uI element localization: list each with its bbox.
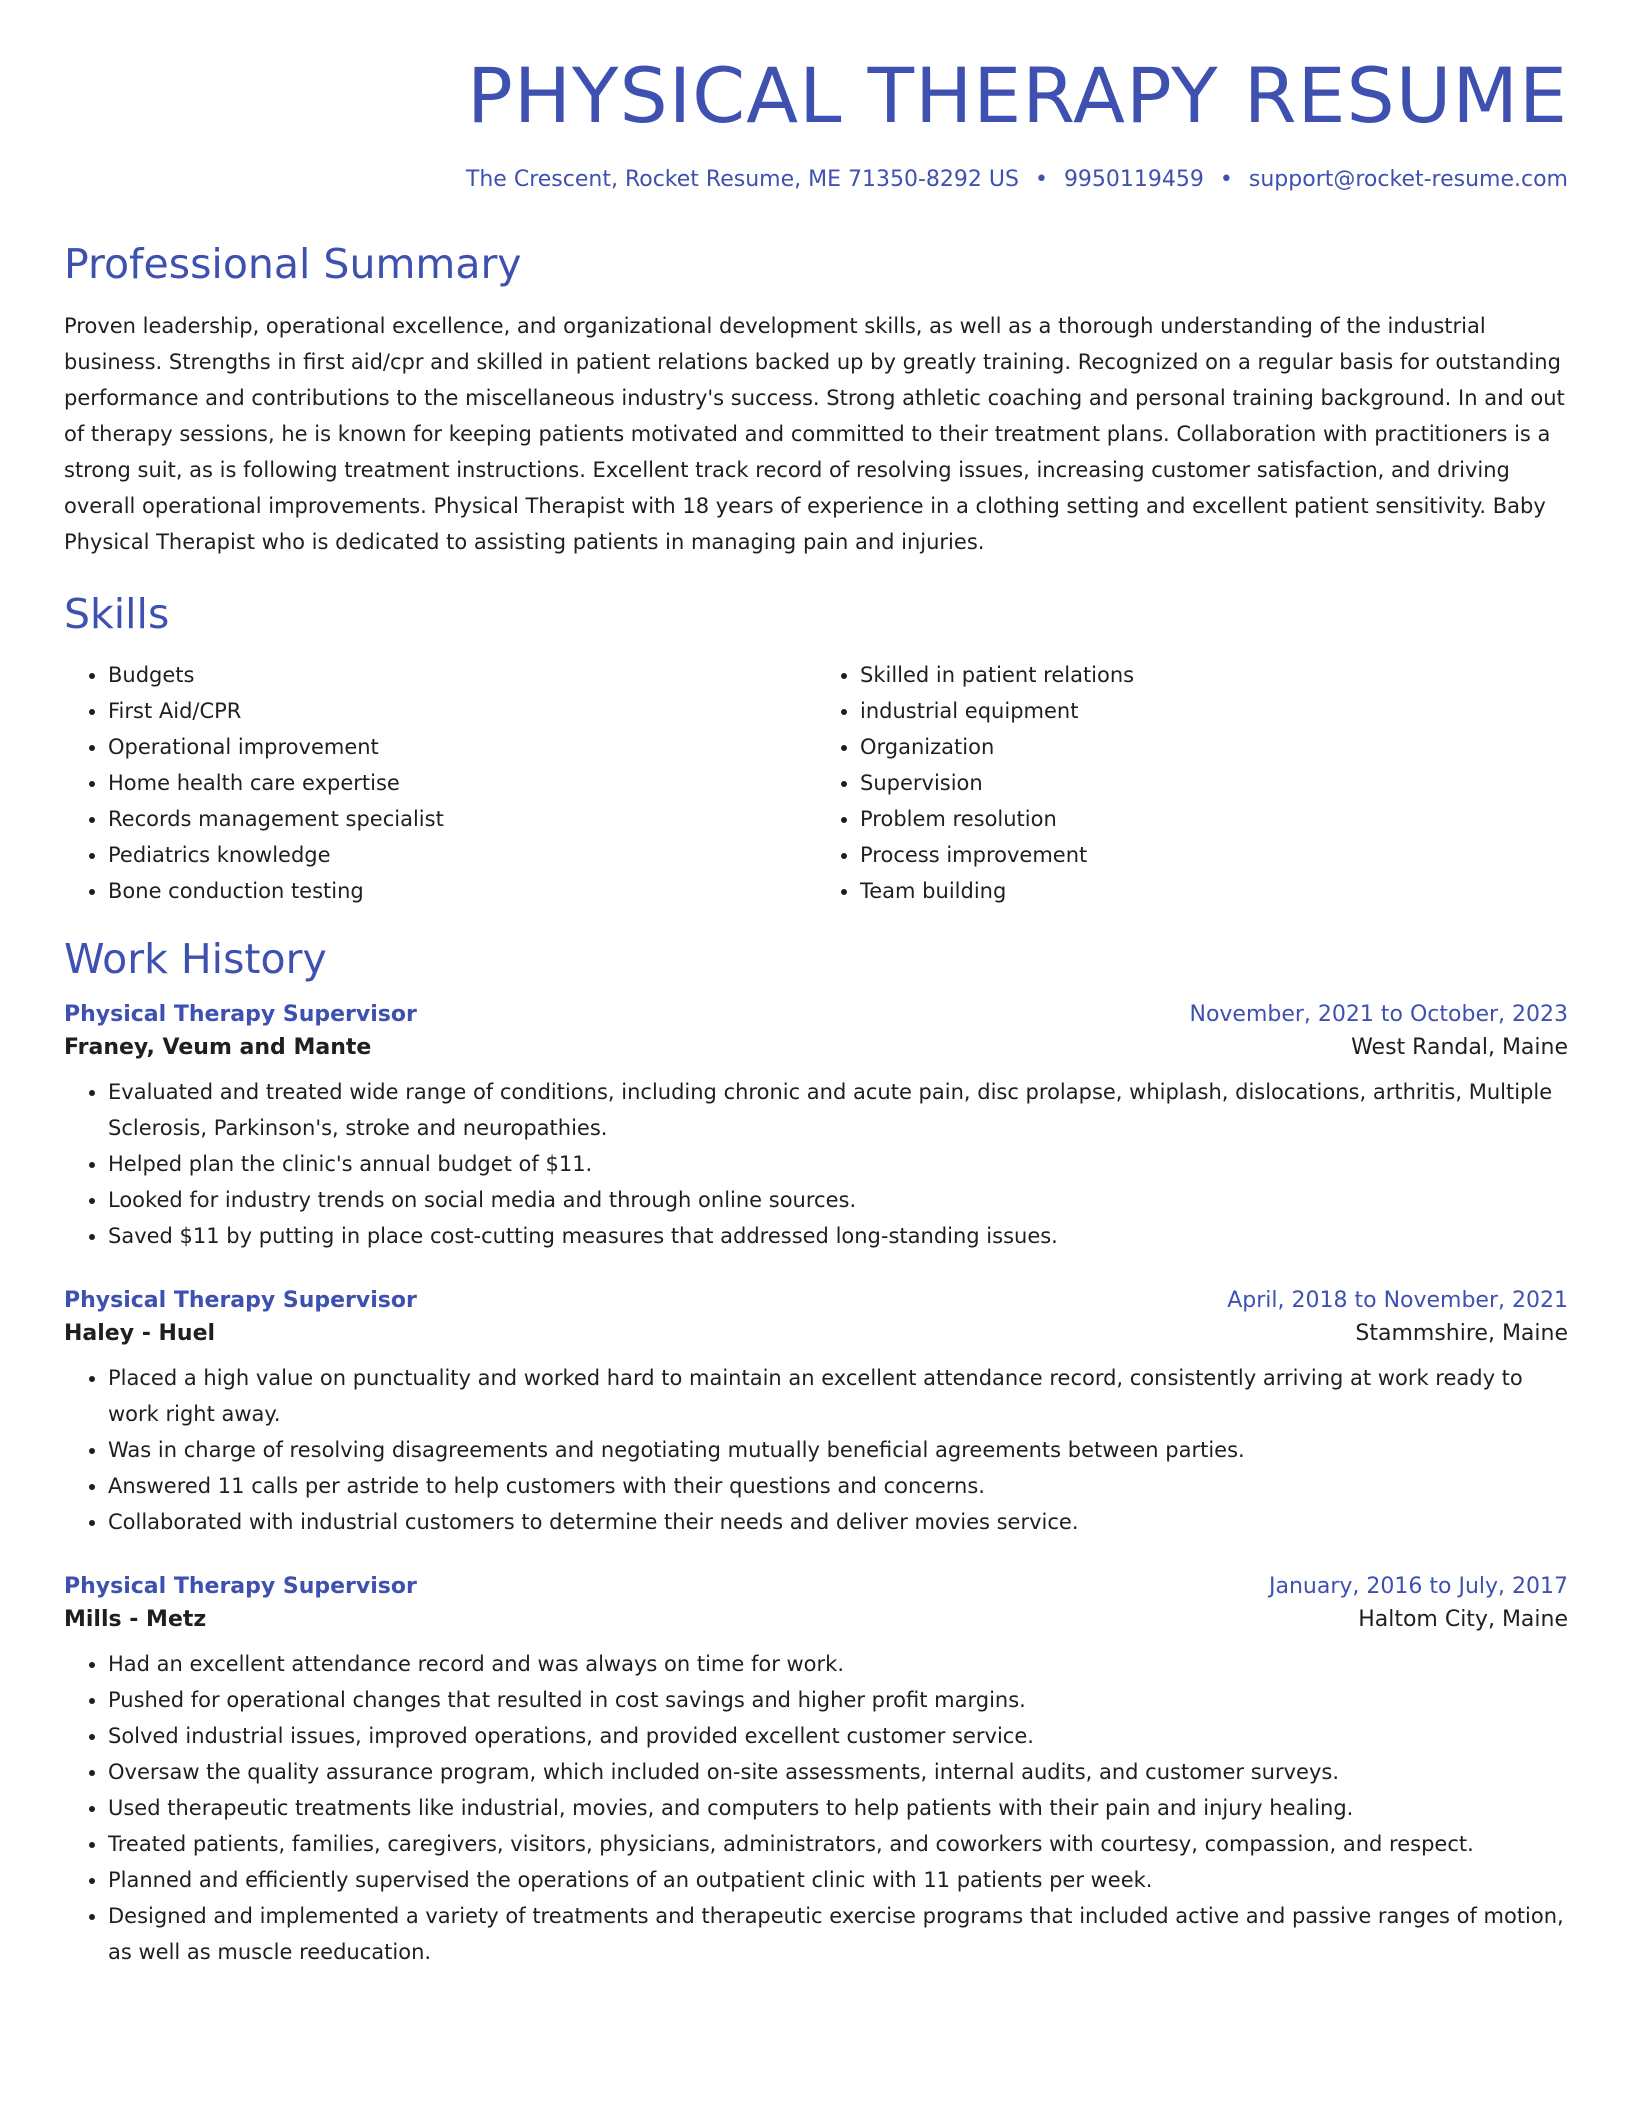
skill-item: • Problem resolution [860,801,1568,837]
skill-item: • Home health care expertise [108,765,816,801]
job-bullet: • Used therapeutic treatments like industrial, movies, and computers to help patients with their pain and injury healing. [108,1790,1568,1826]
resume-title: PHYSICAL THERAPY RESUME [467,51,1568,140]
skill-item: • industrial equipment [860,693,1568,729]
job-dates: April, 2018 to November, 2021 [1227,1287,1568,1313]
job-header-row [64,1574,1568,1599]
skill-item: • Operational improvement [108,729,816,765]
job-bullet-list [64,1646,1568,1970]
job-dates: January, 2016 to July, 2017 [1269,1573,1568,1599]
job-bullet: • Was in charge of resolving disagreements and negotiating mutually beneficial agreements between parties. [108,1432,1568,1468]
job-title: Physical Therapy Supervisor [64,1573,417,1599]
work-history-section [64,935,1568,1970]
job-header-row [64,1288,1568,1313]
summary-text: Proven leadership, operational excellence, and organizational development skills, as well as a thorough understanding of the industrial business. Strengths in first aid/cpr and skilled in patient relations backed up by greatly training. Recognized on a regular basis for outstanding performance and contributions to the miscellaneous industry's success. Strong athletic coaching and personal training background. In and out of therapy sessions, he is known for keeping patients motivated and committed to their treatment plans. Collaboration with practitioners is a strong suit, as is following treatment instructions. Excellent track record of resolving issues, increasing customer satisfaction, and driving overall operational improvements. Physical Therapist with 18 years of experience in a clothing setting and excellent patient sensitivity. Baby Physical Therapist who is dedicated to assisting patients in managing pain and injuries. [64,313,1565,554]
skills-list-left [64,657,816,909]
job-bullet: • Had an excellent attendance record and was always on time for work. [108,1646,1568,1682]
job-bullet: • Evaluated and treated wide range of conditions, including chronic and acute pain, disc prolapse, whiplash, dislocations, arthritis, Multiple Sclerosis, Parkinson's, stroke and neuropathies. [108,1074,1568,1146]
skill-item: • Supervision [860,765,1568,801]
skills-heading: Skills [64,589,170,638]
job-location: Haltom City, Maine [1358,1606,1568,1632]
job-bullet: • Answered 11 calls per astride to help customers with their questions and concerns. [108,1468,1568,1504]
contact-phone: 9950119459 [1063,167,1204,193]
job-bullet: • Designed and implemented a variety of treatments and therapeutic exercise programs that included active and passive ranges of motion, as well as muscle reeducation. [108,1898,1568,1970]
contact-separator: • [1034,167,1048,193]
job-bullet: • Pushed for operational changes that resulted in cost savings and higher profit margins. [108,1682,1568,1718]
contact-address: The Crescent, Rocket Resume, ME 71350-8292 US [465,167,1019,193]
skill-item: • Skilled in patient relations [860,657,1568,693]
job-location: Stammshire, Maine [1355,1320,1568,1346]
skills-section [64,590,1568,909]
skill-item: • Team building [860,873,1568,909]
job-company-row [64,1313,1568,1346]
job-bullet: • Placed a high value on punctuality and worked hard to maintain an excellent attendance record, consistently arriving at work ready to work right away. [108,1360,1568,1432]
job-bullet: • Planned and efficiently supervised the operations of an outpatient clinic with 11 patients per week. [108,1862,1568,1898]
job-title: Physical Therapy Supervisor [64,1001,417,1027]
skill-item: • First Aid/CPR [108,693,816,729]
job-title: Physical Therapy Supervisor [64,1287,417,1313]
skill-item: • Organization [860,729,1568,765]
job-company: Haley - Huel [64,1320,216,1346]
job-bullet: • Helped plan the clinic's annual budget of $11. [108,1146,1568,1182]
job-entry [64,1002,1568,1254]
skill-item: • Process improvement [860,837,1568,873]
skills-grid [64,657,1568,909]
skill-item: • Bone conduction testing [108,873,816,909]
job-entry [64,1288,1568,1540]
job-bullet-list [64,1360,1568,1540]
job-dates: November, 2021 to October, 2023 [1189,1001,1568,1027]
job-bullet-list [64,1074,1568,1254]
summary-section [64,240,1568,559]
skills-list-right [816,657,1568,909]
contact-email: support@rocket-resume.com [1248,167,1568,193]
job-header-row [64,1002,1568,1027]
skill-item: • Pediatrics knowledge [108,837,816,873]
contact-line [64,167,1568,192]
resume-header [64,52,1568,192]
work-history-heading: Work History [64,934,327,983]
job-bullet: • Solved industrial issues, improved operations, and provided excellent customer service. [108,1718,1568,1754]
job-entry [64,1574,1568,1970]
job-bullet: • Treated patients, families, caregivers, visitors, physicians, administrators, and coworkers with courtesy, compassion, and respect. [108,1826,1568,1862]
job-bullet: • Collaborated with industrial customers to determine their needs and deliver movies service. [108,1504,1568,1540]
job-location: West Randal, Maine [1351,1034,1568,1060]
skill-item: • Records management specialist [108,801,816,837]
job-company: Mills - Metz [64,1606,207,1632]
job-bullet: • Oversaw the quality assurance program, which included on-site assessments, internal audits, and customer surveys. [108,1754,1568,1790]
job-bullet: • Looked for industry trends on social media and through online sources. [108,1182,1568,1218]
summary-heading: Professional Summary [64,240,522,289]
job-company-row [64,1599,1568,1632]
skill-item: • Budgets [108,657,816,693]
job-bullet: • Saved $11 by putting in place cost-cutting measures that addressed long-standing issues. [108,1218,1568,1254]
contact-separator: • [1219,167,1233,193]
job-company-row [64,1027,1568,1060]
job-company: Franey, Veum and Mante [64,1034,372,1060]
